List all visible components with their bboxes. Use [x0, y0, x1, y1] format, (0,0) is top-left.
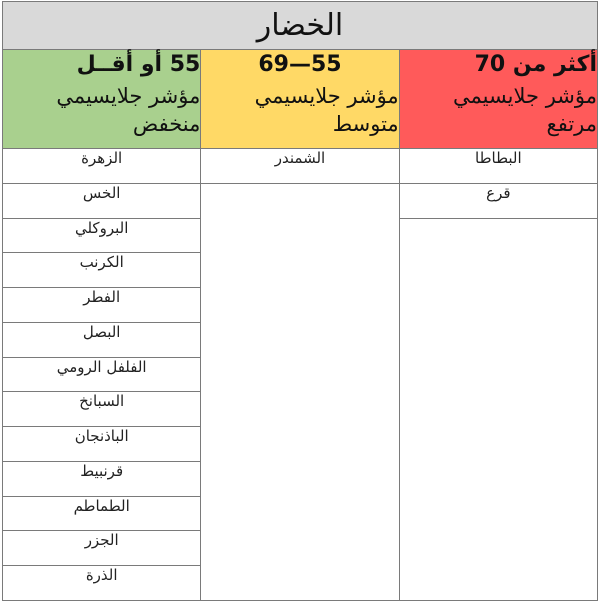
high-gi-label: مؤشر جلايسيمي مرتفع	[452, 84, 597, 137]
low-gi-range: 55 أو أقــل	[76, 52, 201, 78]
low-gi-item: الجزر	[3, 531, 201, 566]
low-gi-item: البصل	[3, 322, 201, 357]
low-gi-item: الذرة	[3, 566, 201, 601]
low-gi-item: الطماطم	[3, 496, 201, 531]
low-gi-item: الفلفل الرومي	[3, 357, 201, 392]
low-gi-label: مؤشر جلايسيمي منخفض	[56, 84, 201, 137]
table-row	[3, 183, 598, 218]
low-gi-item: قرنبيط	[3, 461, 201, 496]
glycemic-index-table	[2, 1, 598, 601]
low-gi-header	[3, 50, 201, 149]
table-row	[3, 149, 598, 184]
low-gi-item: الزهرة	[3, 149, 201, 184]
high-gi-header	[399, 50, 597, 149]
low-gi-item: البروكلي	[3, 218, 201, 253]
high-gi-empty-cell	[399, 218, 597, 600]
high-gi-range: أكثر من 70	[474, 52, 597, 78]
low-gi-item: الخس	[3, 183, 201, 218]
high-gi-item: البطاطا	[399, 149, 597, 184]
title-row	[3, 2, 598, 50]
medium-gi-item: الشمندر	[201, 149, 399, 184]
medium-gi-range: 55—69	[258, 52, 342, 78]
category-header-row	[3, 50, 598, 149]
high-gi-item: قرع	[399, 183, 597, 218]
low-gi-item: الكرنب	[3, 253, 201, 288]
medium-gi-empty-cell	[201, 183, 399, 600]
low-gi-item: الباذنجان	[3, 427, 201, 462]
medium-gi-header	[201, 50, 399, 149]
medium-gi-label: مؤشر جلايسيمي متوسط	[254, 84, 399, 137]
low-gi-item: السبانخ	[3, 392, 201, 427]
table-title: الخضار	[3, 2, 598, 50]
low-gi-item: الفطر	[3, 288, 201, 323]
